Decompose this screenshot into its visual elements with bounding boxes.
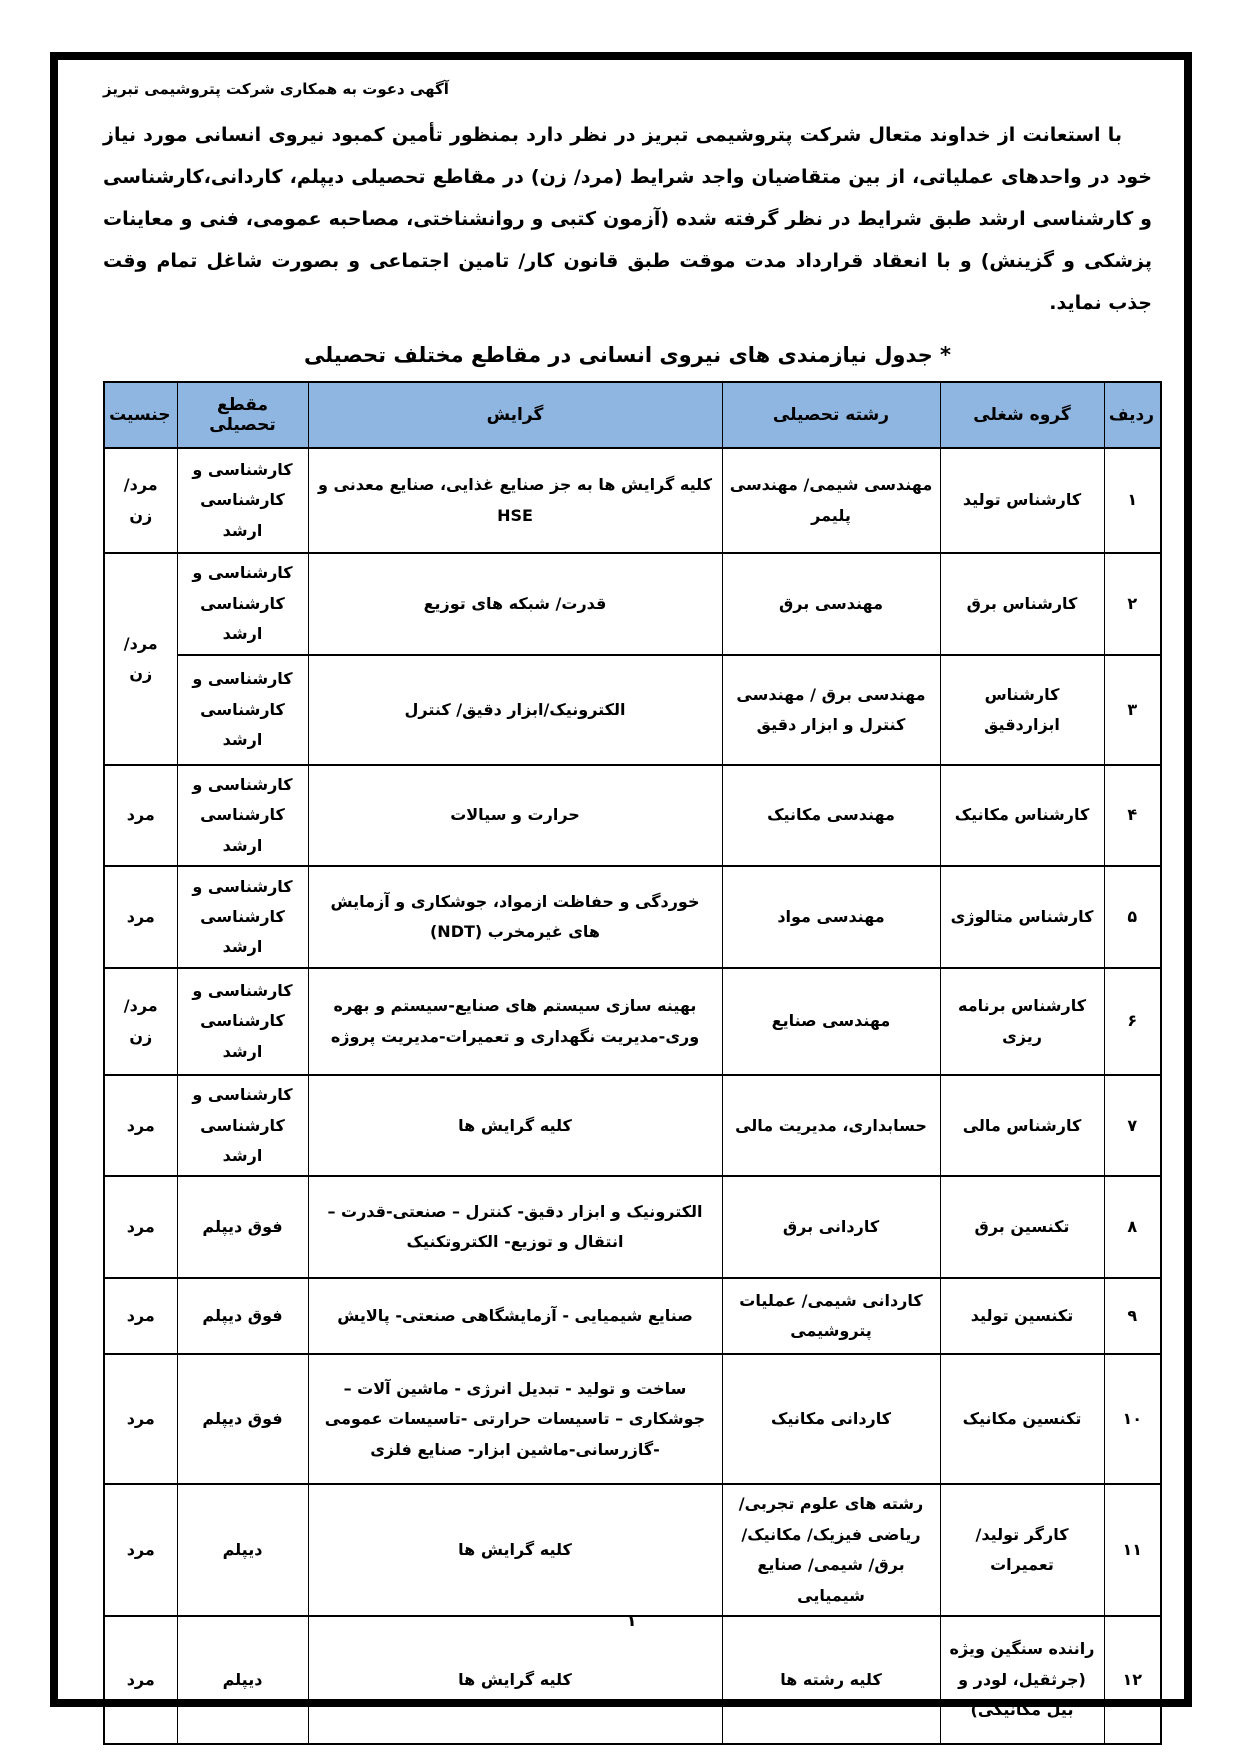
row-no-cell: ۱۲	[1104, 1616, 1161, 1744]
specialization-cell: صنایع شیمیایی - آزمایشگاهی صنعتی- پالایش	[308, 1278, 722, 1354]
specialization-cell: بهینه سازی سیستم های صنایع-سیستم و بهره وری-مدیریت نگهداری و تعمیرات-مدیریت پروژه	[308, 968, 722, 1075]
degree-cell: دیپلم	[177, 1616, 308, 1744]
specialization-cell: الکترونیک و ابزار دقیق- کنترل – صنعتی-قدرت – انتقال و توزیع- الکتروتکنیک	[308, 1176, 722, 1278]
field-cell: مهندسی صنایع	[722, 968, 940, 1075]
gender-cell: مرد	[104, 1616, 177, 1744]
specialization-cell: کلیه گرایش ها	[308, 1616, 722, 1744]
gender-cell: مرد	[104, 1278, 177, 1354]
degree-cell: کارشناسی و کارشناسی ارشد	[177, 765, 308, 866]
job-group-cell: کارشناس برق	[940, 553, 1104, 655]
requirements-table	[103, 381, 1162, 1745]
job-group-cell: کارشناس برنامه ریزی	[940, 968, 1104, 1075]
job-group-cell: کارگر تولید/ تعمیرات	[940, 1484, 1104, 1616]
job-group-cell: کارشناس تولید	[940, 448, 1104, 553]
degree-cell: کارشناسی و کارشناسی ارشد	[177, 553, 308, 655]
table-row	[104, 968, 1161, 1075]
job-group-cell: کارشناس مکانیک	[940, 765, 1104, 866]
gender-cell: مرد	[104, 1176, 177, 1278]
specialization-cell: قدرت/ شبکه های توزیع	[308, 553, 722, 655]
field-cell: کاردانی برق	[722, 1176, 940, 1278]
specialization-cell: کلیه گرایش ها	[308, 1484, 722, 1616]
table-row	[104, 1176, 1161, 1278]
col-header-specialization: گرایش	[308, 382, 722, 448]
row-no-cell: ۷	[1104, 1075, 1161, 1176]
row-no-cell: ۸	[1104, 1176, 1161, 1278]
field-cell: مهندسی برق	[722, 553, 940, 655]
row-no-cell: ۵	[1104, 866, 1161, 968]
table-row	[104, 1616, 1161, 1744]
specialization-cell: حرارت و سیالات	[308, 765, 722, 866]
intro-paragraph: با استعانت از خداوند متعال شرکت پتروشیمی تبریز در نظر دارد بمنظور تأمین کمبود نیروی انسانی مورد نیاز خود در واحدهای عملیاتی، از بین متقاضیان واجد شرایط (مرد/ زن) در مقاطع تحصیلی دیپلم، کاردانی،کارشناسی و کارشناسی ارشد طبق شرایط در نظر گرفته شده (آزمون کتبی و روانشناختی، مصاحبه عمومی، فنی و معاینات پزشکی و گزینش) و با انعقاد قرارداد مدت موقت طبق قانون کار/ تامین اجتماعی و بصورت شاغل تمام وقت جذب نماید.	[103, 124, 1152, 314]
page-border-frame	[50, 52, 1192, 1720]
gender-cell: مرد	[104, 866, 177, 968]
table-row	[104, 553, 1161, 655]
gender-cell: مرد/ زن	[104, 968, 177, 1075]
degree-cell: فوق دیپلم	[177, 1354, 308, 1484]
job-group-cell: تکنسین تولید	[940, 1278, 1104, 1354]
specialization-cell: خوردگی و حفاظت ازمواد، جوشکاری و آزمایش های غیرمخرب (NDT)	[308, 866, 722, 968]
page-content	[103, 66, 1154, 1720]
header-note: آگهی دعوت به همکاری شرکت پتروشیمی تبریز	[103, 80, 449, 98]
row-no-cell: ۳	[1104, 655, 1161, 765]
degree-cell: کارشناسی و کارشناسی ارشد	[177, 1075, 308, 1176]
table-header-row	[104, 382, 1161, 448]
table-row	[104, 1354, 1161, 1484]
gender-cell: مرد	[104, 1484, 177, 1616]
row-no-cell: ۶	[1104, 968, 1161, 1075]
table-row	[104, 765, 1161, 866]
row-no-cell: ۱۰	[1104, 1354, 1161, 1484]
row-no-cell: ۴	[1104, 765, 1161, 866]
col-header-gender: جنسیت	[104, 382, 177, 448]
table-title: * جدول نیازمندی های نیروی انسانی در مقاطع مختلف تحصیلی	[303, 343, 952, 367]
row-no-cell: ۲	[1104, 553, 1161, 655]
specialization-cell: ساخت و تولید - تبدیل انرژی - ماشین آلات – جوشکاری – تاسیسات حرارتی -تاسیسات عمومی -گازرسانی-ماشین ابزار- صنایع فلزی	[308, 1354, 722, 1484]
specialization-cell: کلیه گرایش ها	[308, 1075, 722, 1176]
job-group-cell: کارشناس ابزاردقیق	[940, 655, 1104, 765]
field-cell: رشته های علوم تجربی/ ریاضی فیزیک/ مکانیک/ برق/ شیمی/ صنایع شیمیایی	[722, 1484, 940, 1616]
degree-cell: کارشناسی و کارشناسی ارشد	[177, 866, 308, 968]
job-group-cell: کارشناس متالوژی	[940, 866, 1104, 968]
field-cell: کاردانی شیمی/ عملیات پتروشیمی	[722, 1278, 940, 1354]
col-header-row-no: ردیف	[1104, 382, 1161, 448]
table-row	[104, 1075, 1161, 1176]
gender-cell: مرد	[104, 1354, 177, 1484]
degree-cell: دیپلم	[177, 1484, 308, 1616]
table-row	[104, 1278, 1161, 1354]
field-cell: حسابداری، مدیریت مالی	[722, 1075, 940, 1176]
row-no-cell: ۱	[1104, 448, 1161, 553]
field-cell: مهندسی مواد	[722, 866, 940, 968]
col-header-job-group: گروه شغلی	[940, 382, 1104, 448]
row-no-cell: ۹	[1104, 1278, 1161, 1354]
job-group-cell: تکنسین مکانیک	[940, 1354, 1104, 1484]
job-group-cell: راننده سنگین ویژه (جرثقیل، لودر و بیل مکانیکی)	[940, 1616, 1104, 1744]
page-number: ۱	[626, 1611, 637, 1631]
degree-cell: کارشناسی و کارشناسی ارشد	[177, 448, 308, 553]
table-row	[104, 1484, 1161, 1616]
col-header-degree-level: مقطع تحصیلی	[177, 382, 308, 448]
gender-cell: مرد	[104, 765, 177, 866]
specialization-cell: الکترونیک/ابزار دقیق/ کنترل	[308, 655, 722, 765]
field-cell: کاردانی مکانیک	[722, 1354, 940, 1484]
gender-cell: مرد/ زن	[104, 448, 177, 553]
job-group-cell: کارشناس مالی	[940, 1075, 1104, 1176]
field-cell: مهندسی برق / مهندسی کنترل و ابزار دقیق	[722, 655, 940, 765]
degree-cell: فوق دیپلم	[177, 1176, 308, 1278]
col-header-field-of-study: رشته تحصیلی	[722, 382, 940, 448]
field-cell: کلیه رشته ها	[722, 1616, 940, 1744]
field-cell: مهندسی شیمی/ مهندسی پلیمر	[722, 448, 940, 553]
degree-cell: کارشناسی و کارشناسی ارشد	[177, 968, 308, 1075]
gender-cell: مرد	[104, 1075, 177, 1176]
specialization-cell: کلیه گرایش ها به جز صنایع غذایی، صنایع معدنی و HSE	[308, 448, 722, 553]
table-row	[104, 448, 1161, 553]
field-cell: مهندسی مکانیک	[722, 765, 940, 866]
table-row	[104, 866, 1161, 968]
degree-cell: فوق دیپلم	[177, 1278, 308, 1354]
job-group-cell: تکنسین برق	[940, 1176, 1104, 1278]
degree-cell: کارشناسی و کارشناسی ارشد	[177, 655, 308, 765]
table-row	[104, 655, 1161, 765]
row-no-cell: ۱۱	[1104, 1484, 1161, 1616]
gender-cell-merged: مرد/ زن	[104, 553, 177, 765]
